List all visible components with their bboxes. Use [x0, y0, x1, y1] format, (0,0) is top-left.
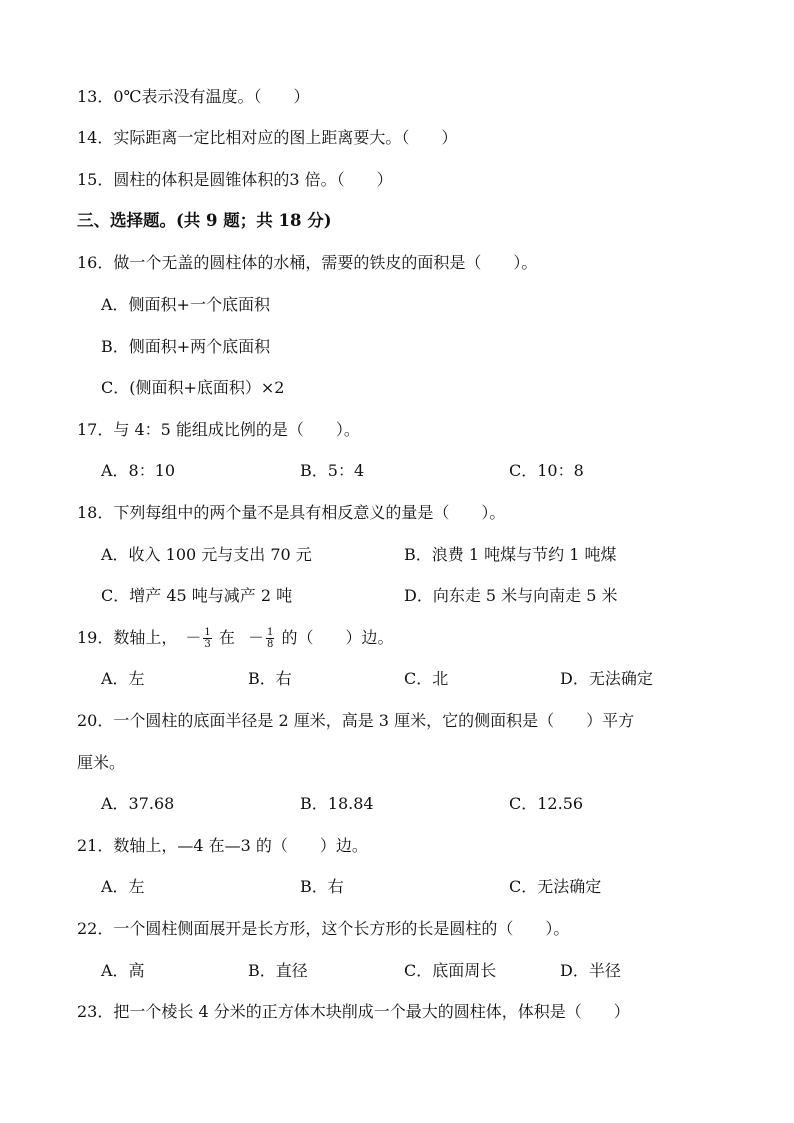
question-19-middle: 在 [218, 628, 235, 647]
question-19-option-b: B．右 [248, 669, 292, 688]
fraction-denominator: 3 [204, 639, 211, 650]
question-21-stem: 21．数轴上，—4 在—3 的（ ）边。 [77, 836, 368, 855]
fraction-numerator: 1 [204, 627, 211, 638]
question-20-stem: 20．一个圆柱的底面半径是 2 厘米，高是 3 厘米，它的侧面积是（ ）平方 [77, 711, 635, 730]
question-15: 15．圆柱的体积是圆锥体积的3 倍。（ ） [77, 170, 393, 189]
question-18-stem: 18．下列每组中的两个量不是具有相反意义的量是（ ）。 [77, 503, 506, 522]
fraction-one-third [203, 627, 211, 650]
question-16-stem: 16．做一个无盖的圆柱体的水桶，需要的铁皮的面积是（ ）。 [77, 253, 538, 272]
question-18-option-d: D．向东走 5 米与向南走 5 米 [404, 586, 618, 605]
question-20-option-a: A．37.68 [101, 794, 175, 813]
question-17-option-b: B．5：4 [300, 461, 365, 480]
question-19-option-c: C．北 [404, 669, 449, 688]
minus-sign: － [185, 628, 202, 647]
section-title-choice: 三、选择题。(共 9 题；共 18 分) [77, 211, 332, 230]
question-20-option-c: C．12.56 [509, 794, 584, 813]
question-20-option-b: B．18.84 [300, 794, 374, 813]
question-16-option-a: A．侧面积+一个底面积 [101, 295, 270, 314]
question-20-stem-continued: 厘米。 [77, 753, 126, 772]
question-21-option-c: C．无法确定 [509, 877, 602, 896]
question-18-option-a: A．收入 100 元与支出 70 元 [101, 545, 312, 564]
question-22-option-d: D．半径 [560, 961, 621, 980]
question-22-stem: 22．一个圆柱侧面展开是长方形，这个长方形的长是圆柱的（ ）。 [77, 919, 570, 938]
question-22-option-b: B．直径 [248, 961, 308, 980]
question-18-option-b: B．浪费 1 吨煤与节约 1 吨煤 [404, 545, 617, 564]
question-19-stem [77, 626, 393, 650]
question-19-suffix: 的（ ）边。 [281, 628, 394, 647]
minus-sign: － [247, 628, 264, 647]
question-17-option-c: C．10：8 [509, 461, 584, 480]
question-19-option-d: D．无法确定 [560, 669, 653, 688]
question-19-option-a: A．左 [101, 669, 145, 688]
question-17-option-a: A．8：10 [101, 461, 176, 480]
question-14: 14．实际距离一定比相对应的图上距离要大。（ ） [77, 128, 458, 147]
question-22-option-c: C．底面周长 [404, 961, 497, 980]
question-23-stem: 23．把一个棱长 4 分米的正方体木块削成一个最大的圆柱体，体积是（ ） [77, 1002, 630, 1021]
question-21-option-b: B．右 [300, 877, 344, 896]
fraction-denominator: 8 [266, 639, 274, 650]
fraction-one-eighth [266, 627, 274, 650]
question-17-stem: 17．与 4：5 能组成比例的是（ ）。 [77, 420, 360, 439]
question-18-option-c: C．增产 45 吨与减产 2 吨 [101, 586, 293, 605]
question-21-option-a: A．左 [101, 877, 145, 896]
question-16-option-b: B．侧面积+两个底面积 [101, 337, 271, 356]
question-19-prefix: 19．数轴上， [77, 628, 178, 647]
question-22-option-a: A．高 [101, 961, 145, 980]
question-16-option-c: C．(侧面积+底面积）×2 [101, 378, 285, 397]
fraction-numerator: 1 [266, 627, 274, 638]
question-13: 13．0℃表示没有温度。（ ） [77, 87, 310, 106]
